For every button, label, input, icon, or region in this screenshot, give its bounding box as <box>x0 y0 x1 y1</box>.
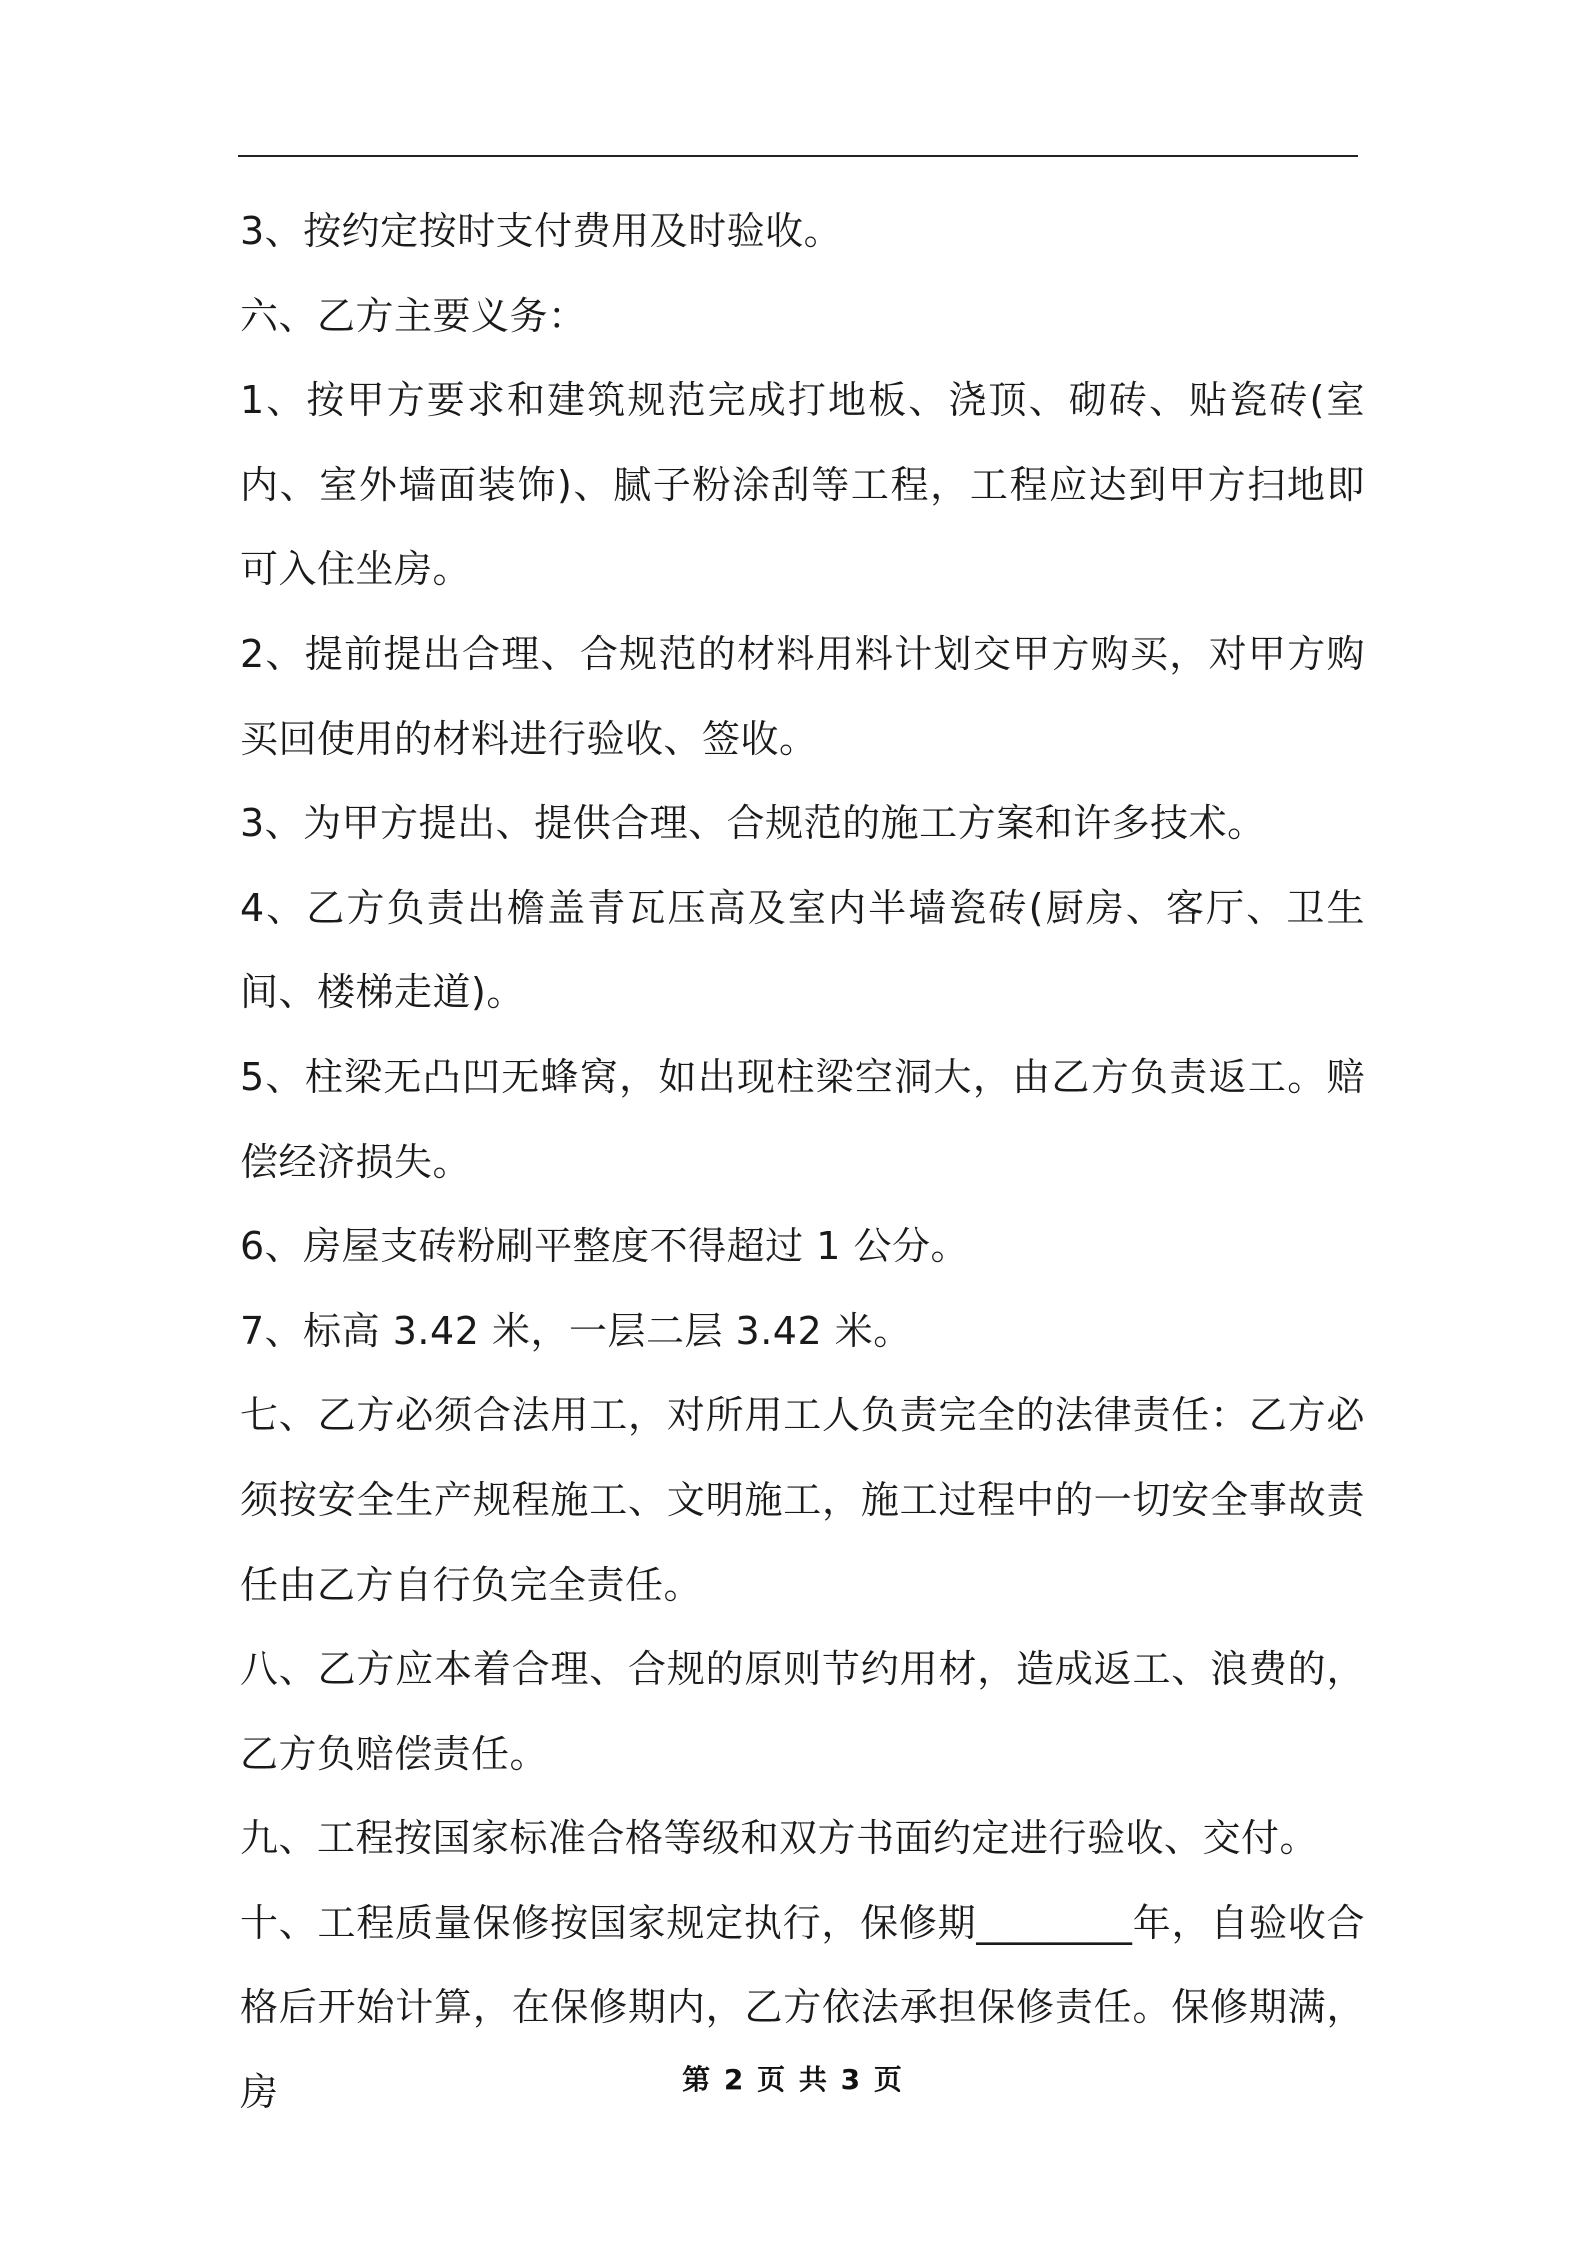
section-6-heading: 六、乙方主要义务： <box>240 293 587 338</box>
clause-6-7: 7、标高 3.42 米，一层二层 3.42 米。 <box>240 1308 912 1353</box>
clause-6-2: 2、提前提出合理、合规范的材料用料计划交甲方购买，对甲方购买回使用的材料进行验收、签收。 <box>240 631 1365 761</box>
section-10: 十、工程质量保修按国家规定执行，保修期________年，自验收合格后开始计算，在保修期内，乙方依法承担保修责任。保修期满，房 <box>240 1900 1365 2115</box>
header-rule <box>238 155 1358 157</box>
section-9: 九、工程按国家标准合格等级和双方书面约定进行验收、交付。 <box>240 1816 1319 1861</box>
clause-6-5: 5、柱梁无凸凹无蜂窝，如出现柱梁空洞大，由乙方负责返工。赔偿经济损失。 <box>240 1054 1365 1184</box>
section-8: 八、乙方应本着合理、合规的原则节约用材，造成返工、浪费的，乙方负赔偿责任。 <box>240 1647 1365 1776</box>
clause-3-payment: 3、按约定按时支付费用及时验收。 <box>240 209 843 253</box>
document-body <box>240 189 1365 2135</box>
page-number-footer: 第 2 页 共 3 页 <box>682 2063 904 2096</box>
section-7: 七、乙方必须合法用工，对所用工人负责完全的法律责任：乙方必须按安全生产规程施工、文明施工，施工过程中的一切安全事故责任由乙方自行负完全责任。 <box>240 1393 1365 1607</box>
clause-6-3: 3、为甲方提出、提供合理、合规范的施工方案和许多技术。 <box>240 801 1266 846</box>
clause-6-1: 1、按甲方要求和建筑规范完成打地板、浇顶、砌砖、贴瓷砖(室内、室外墙面装饰)、腻子粉涂刮等工程，工程应达到甲方扫地即可入住坐房。 <box>240 378 1365 592</box>
clause-6-6: 6、房屋支砖粉刷平整度不得超过 1 公分。 <box>240 1224 970 1269</box>
clause-6-4: 4、乙方负责出檐盖青瓦压高及室内半墙瓷砖(厨房、客厅、卫生间、楼梯走道)。 <box>240 885 1365 1015</box>
